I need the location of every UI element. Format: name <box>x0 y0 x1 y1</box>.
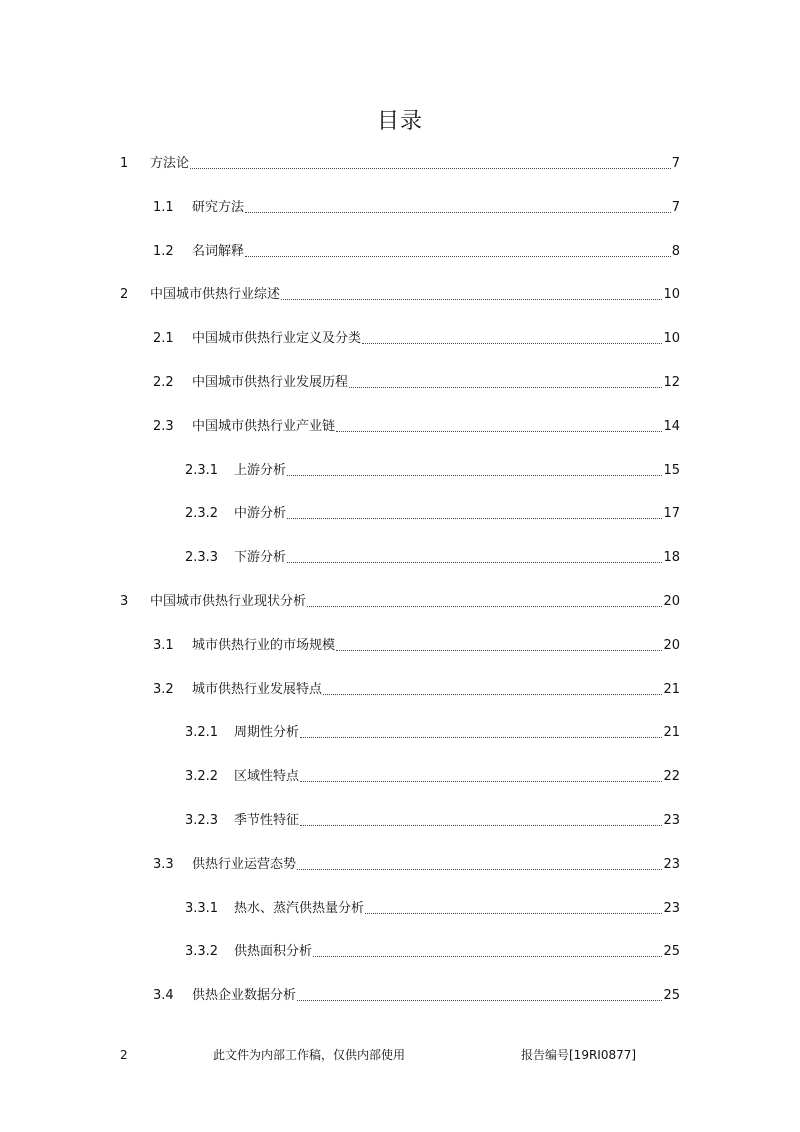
toc-leader-dots <box>307 606 662 607</box>
toc-entry-number: 3.1 <box>153 637 174 653</box>
toc-entry-title: 方法论 <box>150 156 190 171</box>
toc-entry[interactable] <box>185 811 680 831</box>
toc-leader-dots <box>281 299 662 300</box>
toc-entry[interactable] <box>185 504 680 524</box>
toc-entry-title: 名词解释 <box>192 243 245 259</box>
toc-entry-title: 供热行业运营态势 <box>192 856 297 872</box>
toc-entry[interactable] <box>185 461 680 481</box>
toc-entry-title: 热水、蒸汽供热量分析 <box>234 900 365 916</box>
toc-entry-number: 2.3.3 <box>185 550 219 566</box>
toc-leader-dots <box>245 212 671 213</box>
toc-entry-title: 城市供热行业发展特点 <box>192 681 323 697</box>
toc-leader-dots <box>323 694 662 695</box>
toc-entry-number: 3 <box>120 594 129 609</box>
footer-page-number: 2 <box>120 1048 128 1062</box>
toc-entry[interactable] <box>153 329 680 349</box>
toc-leader-dots <box>190 168 671 169</box>
toc-leader-dots <box>300 781 662 782</box>
toc-entry-number: 2 <box>120 287 129 303</box>
toc-entry-page: 10 <box>663 331 680 347</box>
toc-entry-number: 2.3 <box>153 418 174 434</box>
toc-entry-title: 城市供热行业的市场规模 <box>192 637 336 653</box>
toc-title: 目录 <box>376 109 423 134</box>
toc-entry-number: 3.2 <box>153 681 174 697</box>
toc-leader-dots <box>336 650 662 651</box>
toc-entry-page: 17 <box>663 506 680 522</box>
toc-entry-page: 7 <box>671 156 680 171</box>
toc-entry-page: 7 <box>671 199 680 215</box>
toc-entry-title: 供热企业数据分析 <box>192 988 297 1004</box>
toc-entry-title: 季节性特征 <box>234 813 300 828</box>
toc-entry-title: 区域性特点 <box>234 769 300 785</box>
toc-entry-number: 2.2 <box>153 375 174 390</box>
toc-entry[interactable] <box>153 855 680 875</box>
toc-entry[interactable] <box>120 154 680 174</box>
toc-entry-number: 1.1 <box>153 199 174 215</box>
toc-entry-page: 12 <box>663 375 680 390</box>
toc-entry-page: 15 <box>663 462 680 478</box>
toc-entry-number: 2.3.1 <box>185 462 219 478</box>
toc-entry-page: 18 <box>663 550 680 566</box>
toc-entry-page: 23 <box>663 813 680 828</box>
toc-leader-dots <box>297 1000 662 1001</box>
toc-entry[interactable] <box>185 942 680 962</box>
toc-leader-dots <box>245 256 671 257</box>
toc-entry-title: 周期性分析 <box>234 725 300 741</box>
toc-entry[interactable] <box>120 285 680 305</box>
toc-leader-dots <box>365 913 662 914</box>
toc-entry-page: 20 <box>663 594 680 609</box>
toc-entry-title: 中国城市供热行业产业链 <box>192 418 336 434</box>
toc-entry[interactable] <box>153 986 680 1006</box>
toc-entry[interactable] <box>120 592 680 612</box>
toc-entry[interactable] <box>185 767 680 787</box>
toc-entry-page: 23 <box>663 856 680 872</box>
toc-entry[interactable] <box>185 548 680 568</box>
toc-entry-number: 2.3.2 <box>185 506 219 522</box>
toc-leader-dots <box>362 343 662 344</box>
toc-entry[interactable] <box>153 373 680 393</box>
toc-entry-number: 1.2 <box>153 243 174 259</box>
toc-entry-title: 中国城市供热行业现状分析 <box>150 594 307 609</box>
toc-entry-number: 3.3 <box>153 856 174 872</box>
toc-entry[interactable] <box>153 198 680 218</box>
toc-entry[interactable] <box>153 417 680 437</box>
toc-entry-number: 3.3.1 <box>185 900 219 916</box>
footer-notice: 此文件为内部工作稿，仅供内部使用 <box>213 1048 406 1062</box>
toc-entry-number: 1 <box>120 156 129 171</box>
toc-entry[interactable] <box>185 899 680 919</box>
toc-entry-page: 22 <box>663 769 680 785</box>
toc-entry-title: 中国城市供热行业综述 <box>150 287 281 303</box>
toc-leader-dots <box>336 431 662 432</box>
toc-entry-title: 研究方法 <box>192 199 245 215</box>
toc-entry-page: 25 <box>663 988 680 1004</box>
toc-entry-number: 3.2.2 <box>185 769 219 785</box>
toc-entry-page: 21 <box>663 725 680 741</box>
toc-entry-page: 23 <box>663 900 680 916</box>
toc-entry-number: 3.3.2 <box>185 944 219 960</box>
toc-entry-title: 中游分析 <box>234 506 287 522</box>
toc-entry-page: 8 <box>671 243 680 259</box>
toc-entry[interactable] <box>185 723 680 743</box>
toc-leader-dots <box>287 475 662 476</box>
toc-entry-page: 10 <box>663 287 680 303</box>
toc-entry-title: 上游分析 <box>234 462 287 478</box>
toc-entry[interactable] <box>153 680 680 700</box>
toc-entry-number: 3.2.3 <box>185 813 219 828</box>
toc-entry-title: 供热面积分析 <box>234 944 313 960</box>
toc-entry-page: 25 <box>663 944 680 960</box>
toc-entry-title: 中国城市供热行业定义及分类 <box>192 331 362 347</box>
toc-leader-dots <box>349 387 662 388</box>
toc-entry-number: 3.4 <box>153 988 174 1004</box>
toc-entry-title: 下游分析 <box>234 550 287 566</box>
toc-entry-number: 3.2.1 <box>185 725 219 741</box>
toc-entry-page: 14 <box>663 418 680 434</box>
toc-entry[interactable] <box>153 636 680 656</box>
toc-leader-dots <box>300 825 662 826</box>
toc-entry[interactable] <box>153 242 680 262</box>
toc-leader-dots <box>297 869 662 870</box>
toc-entry-number: 2.1 <box>153 331 174 347</box>
toc-leader-dots <box>300 737 662 738</box>
toc-leader-dots <box>287 562 662 563</box>
toc-entry-title: 中国城市供热行业发展历程 <box>192 375 349 390</box>
toc-entry-page: 20 <box>663 637 680 653</box>
toc-entry-page: 21 <box>663 681 680 697</box>
toc-leader-dots <box>287 518 662 519</box>
toc-leader-dots <box>313 956 662 957</box>
footer-report-id: 报告编号[19RI0877] <box>521 1048 637 1062</box>
